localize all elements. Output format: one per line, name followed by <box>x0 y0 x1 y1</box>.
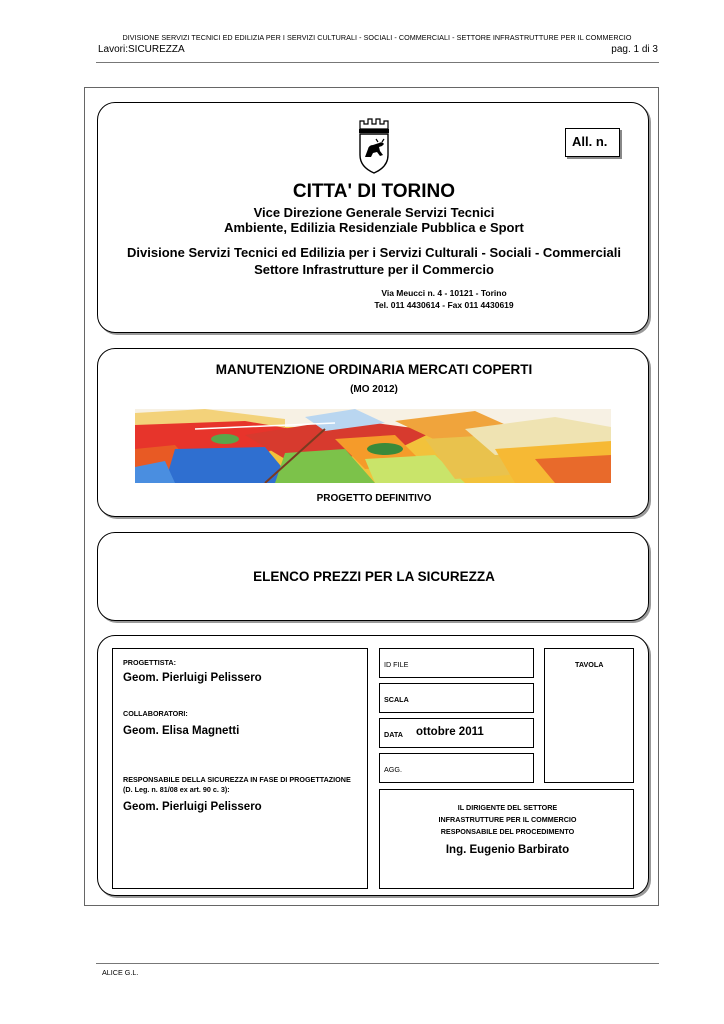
project-phase: PROGETTO DEFINITIVO <box>316 493 432 504</box>
manager-line-2: INFRASTRUTTURE PER IL COMMERCIO <box>438 815 577 824</box>
manager-name: Ing. Eugenio Barbirato <box>445 844 570 856</box>
footer-divider <box>96 963 659 964</box>
safety-manager-label: RESPONSABILE DELLA SICUREZZA IN FASE DI PROGETTAZIONE <box>123 775 351 784</box>
update-box <box>379 753 534 783</box>
id-file-box <box>379 648 534 678</box>
document-title: ELENCO PREZZI PER LA SICUREZZA <box>253 569 495 584</box>
attachment-label: All. n. <box>572 134 608 149</box>
table-label: TAVOLA <box>575 660 604 669</box>
header-page-number: pag. 1 di 3 <box>611 44 658 55</box>
document-panel <box>97 532 649 621</box>
scale-box <box>379 683 534 713</box>
collaborators-label: COLLABORATORI: <box>123 709 188 718</box>
designer-box <box>112 648 368 889</box>
manager-line-3: RESPONSABILE DEL PROCEDIMENTO <box>440 827 575 836</box>
header-division-line: DIVISIONE SERVIZI TECNICI ED EDILIZIA PER I SERVIZI CULTURALI - SOCIALI - COMMERCIALI - SETTORE INFRASTRUTTURE PER IL COMMERCIO <box>122 33 632 42</box>
info-panel <box>97 635 649 896</box>
safety-manager-name: Geom. Pierluigi Pelissero <box>123 801 262 813</box>
designer-label: PROGETTISTA: <box>123 658 176 667</box>
header-works: Lavori:SICUREZZA <box>98 44 185 55</box>
project-panel <box>97 348 649 517</box>
vice-direction-line-1: Vice Direzione Generale Servizi Tecnici <box>253 205 495 220</box>
division-line-1: Divisione Servizi Tecnici ed Edilizia per i Servizi Culturali - Sociali - Commerciali <box>127 245 621 260</box>
city-coat-of-arms-icon <box>355 115 393 175</box>
project-artwork-image <box>135 409 611 483</box>
designer-name: Geom. Pierluigi Pelissero <box>123 672 262 684</box>
footer-author: ALICE G.L. <box>102 968 139 977</box>
update-label: AGG. <box>384 765 402 774</box>
title-panel <box>97 102 649 333</box>
date-value: ottobre 2011 <box>416 726 484 738</box>
date-label: DATA <box>384 730 403 739</box>
safety-manager-law: (D. Leg. n. 81/08 ex art. 90 c. 3): <box>123 785 230 794</box>
table-box <box>544 648 634 783</box>
city-name: CITTA' DI TORINO <box>292 181 456 202</box>
project-title: MANUTENZIONE ORDINARIA MERCATI COPERTI <box>215 362 533 377</box>
id-file-label: ID FILE <box>384 660 409 669</box>
manager-line-1: IL DIRIGENTE DEL SETTORE <box>457 803 558 812</box>
project-code: (MO 2012) <box>350 384 398 395</box>
scale-label: SCALA <box>384 695 409 704</box>
header-divider <box>96 62 659 63</box>
division-line-2: Settore Infrastrutture per il Commercio <box>254 262 494 277</box>
address: Via Meucci n. 4 - 10121 - Torino <box>381 288 507 298</box>
vice-direction-line-2: Ambiente, Edilizia Residenziale Pubblica e Sport <box>224 220 524 235</box>
collaborator-name: Geom. Elisa Magnetti <box>123 725 240 737</box>
phone-fax: Tel. 011 4430614 - Fax 011 4430619 <box>374 300 514 310</box>
date-box <box>379 718 534 748</box>
manager-box <box>379 789 634 889</box>
